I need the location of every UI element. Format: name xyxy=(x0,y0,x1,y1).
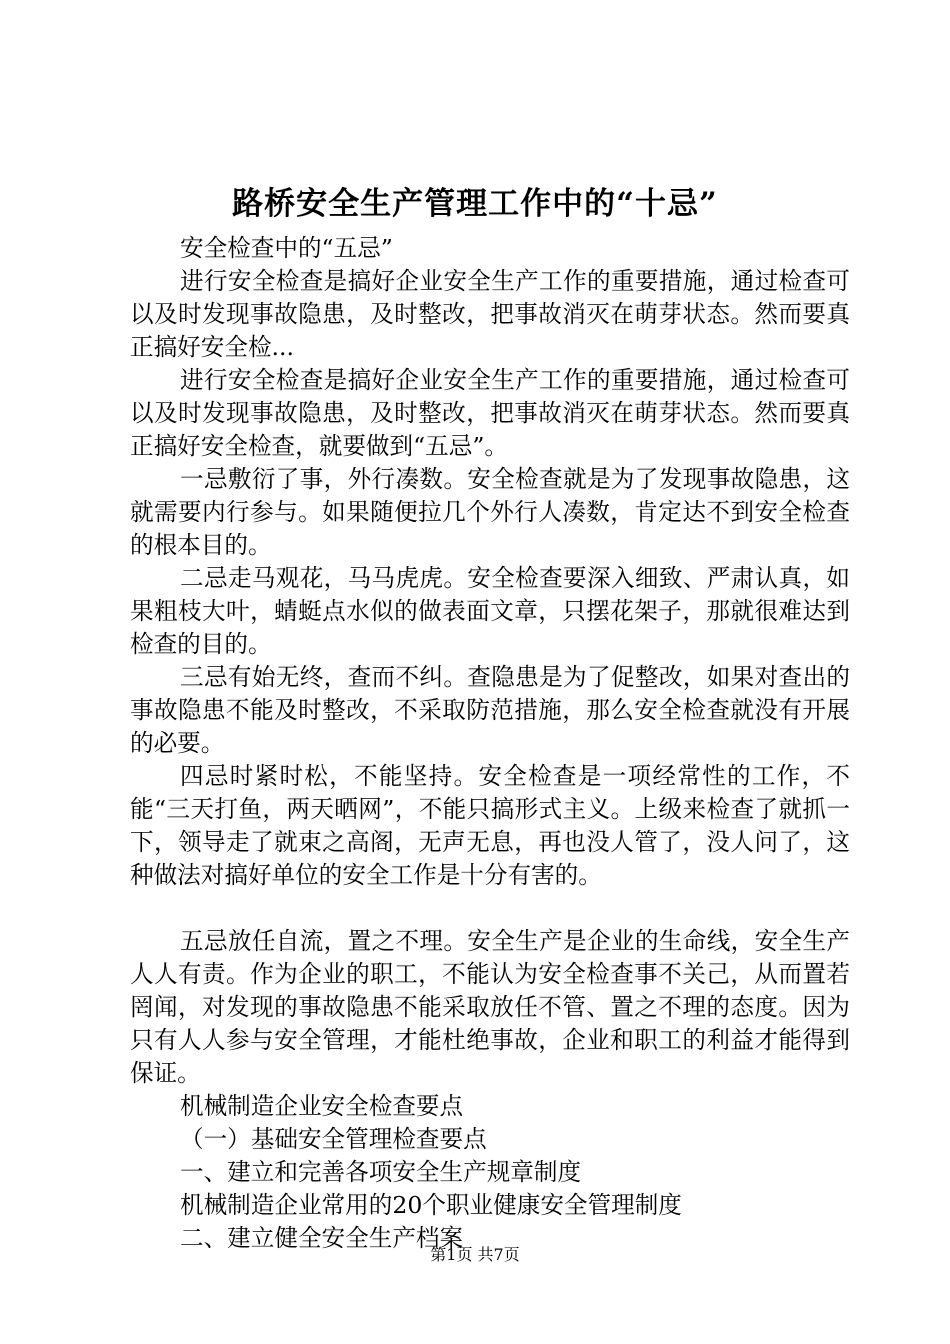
paragraph-8: 五忌放任自流，置之不理。安全生产是企业的生命线，安全生产人人有责。作为企业的职工，不能认为安全检查事不关己，从而置若罔闻，对发现的事故隐患不能采取放任不管、置之不理的态度。因为只有人人参与安全管理，才能杜绝事故，企业和职工的利益才能得到保证。 xyxy=(130,927,850,1087)
paragraph-11: 一、建立和完善各项安全生产规章制度 xyxy=(180,1158,582,1186)
paragraph-5: 二忌走马观花，马马虎虎。安全检查要深入细致、严肃认真，如果粗枝大叶，蜻蜓点水似的做表面文章，只摆花架子，那就很难达到检查的目的。 xyxy=(130,564,850,658)
document-body xyxy=(130,232,850,1255)
document-title: 路桥安全生产管理工作中的“十忌” xyxy=(232,186,718,222)
paragraph-12: 机械制造企业常用的20个职业健康安全管理制度 xyxy=(180,1191,682,1219)
paragraph-13: 二、建立健全安全生产档案 xyxy=(180,1224,464,1252)
paragraph-9: 机械制造企业安全检查要点 xyxy=(180,1092,464,1120)
paragraph-4: 一忌敷衍了事，外行凑数。安全检查就是为了发现事故隐患，这就需要内行参与。如果随便拉几个外行人凑数，肯定达不到安全检查的根本目的。 xyxy=(130,465,850,559)
paragraph-1: 安全检查中的“五忌” xyxy=(180,234,393,262)
paragraph-3: 进行安全检查是搞好企业安全生产工作的重要措施，通过检查可以及时发现事故隐患，及时整改，把事故消灭在萌芽状态。然而要真正搞好安全检查，就要做到“五忌”。 xyxy=(130,366,850,460)
paragraph-6: 三忌有始无终，查而不纠。查隐患是为了促整改，如果对查出的事故隐患不能及时整改，不采取防范措施，那么安全检查就没有开展的必要。 xyxy=(130,663,850,757)
paragraph-2: 进行安全检查是搞好企业安全生产工作的重要措施，通过检查可以及时发现事故隐患，及时整改，把事故消灭在萌芽状态。然而要真正搞好安全检... xyxy=(130,267,850,361)
paragraph-7: 四忌时紧时松，不能坚持。安全检查是一项经常性的工作，不能“三天打鱼，两天晒网”，不能只搞形式主义。上级来检查了就抓一下，领导走了就束之高阁，无声无息，再也没人管了，没人问了，这种做法对搞好单位的安全工作是十分有害的。 xyxy=(130,762,850,889)
paragraph-10: （一）基础安全管理检查要点 xyxy=(180,1125,487,1153)
page-footer: 第1页 共7页 xyxy=(430,1245,520,1264)
